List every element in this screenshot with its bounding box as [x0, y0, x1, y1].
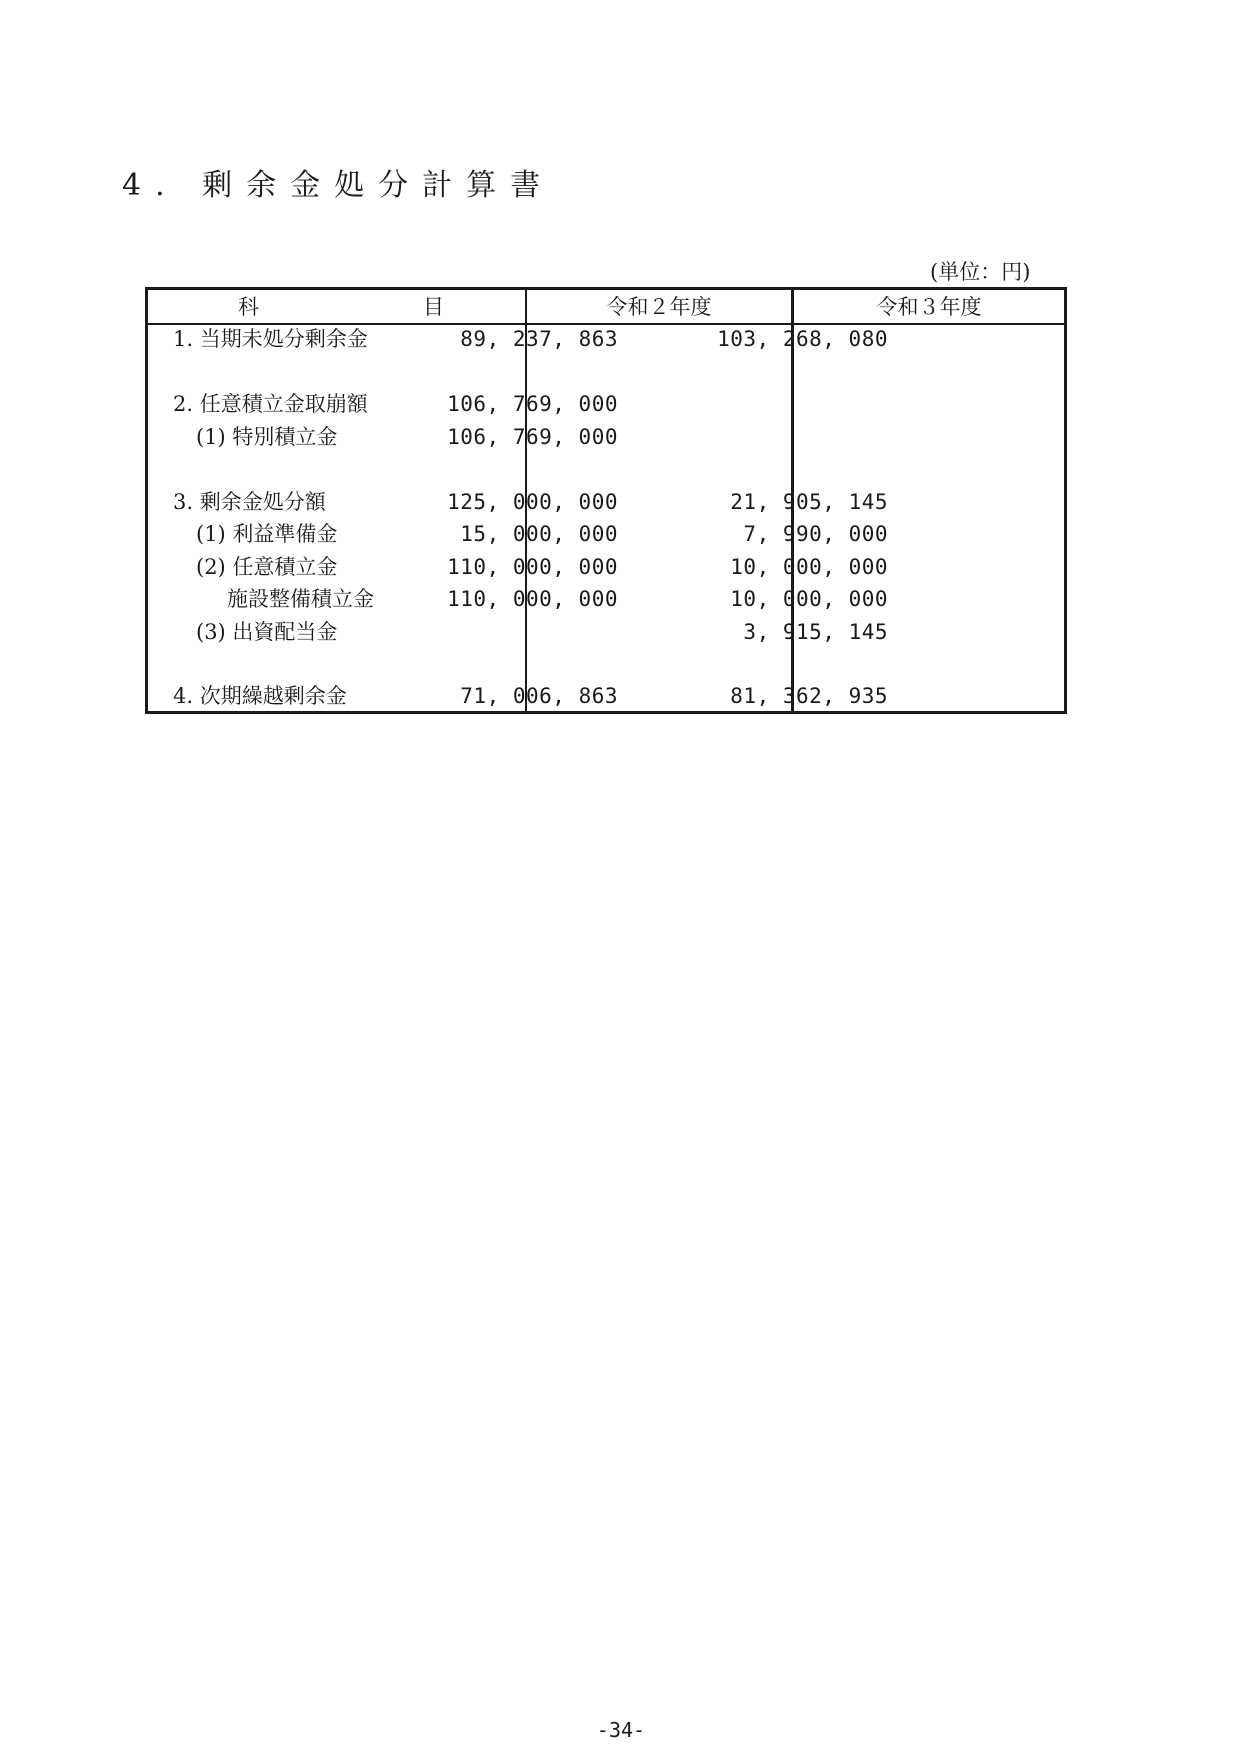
header-kamoku-char-1: 科: [238, 295, 259, 319]
header-year-r3: 令和３年度: [876, 295, 982, 319]
value-r3: 21, 905, 145: [730, 490, 888, 514]
value-r3: 103, 268, 080: [717, 327, 888, 351]
value-r2: 71, 006, 863: [460, 684, 618, 708]
row-label: 3. 剰余金処分額: [173, 490, 326, 514]
row-label: (1) 利益準備金: [196, 522, 338, 546]
header-kamoku: [148, 290, 528, 323]
value-r3: 10, 000, 000: [730, 555, 888, 579]
value-r2: 110, 000, 000: [447, 555, 618, 579]
row-label: (2) 任意積立金: [196, 555, 338, 579]
value-r3: 10, 000, 000: [730, 587, 888, 611]
value-r2: 15, 000, 000: [460, 522, 618, 546]
surplus-disposal-table: [145, 287, 1067, 714]
row-label: (1) 特別積立金: [196, 425, 338, 449]
row-label: (3) 出資配当金: [196, 620, 338, 644]
unit-label: (単位：円): [930, 260, 1031, 284]
value-r3: 81, 362, 935: [730, 684, 888, 708]
page-title: 4. 剰余金処分計算書: [122, 168, 555, 203]
value-r2: 106, 769, 000: [447, 392, 618, 416]
value-r2: 125, 000, 000: [447, 490, 618, 514]
header-kamoku-char-2: 目: [423, 295, 444, 319]
page-number: -34-: [596, 1718, 646, 1742]
value-r2: 110, 000, 000: [447, 587, 618, 611]
row-label: 1. 当期未処分剰余金: [173, 327, 368, 351]
header-year-r2: 令和２年度: [606, 295, 712, 319]
row-label: 2. 任意積立金取崩額: [173, 392, 368, 416]
value-r2: 106, 769, 000: [447, 425, 618, 449]
header-divider: [148, 323, 1064, 325]
value-r3: 3, 915, 145: [743, 620, 888, 644]
row-label: 施設整備積立金: [227, 587, 374, 611]
value-r2: 89, 237, 863: [460, 327, 618, 351]
row-label: 4. 次期繰越剰余金: [173, 684, 347, 708]
value-r3: 7, 990, 000: [743, 522, 888, 546]
